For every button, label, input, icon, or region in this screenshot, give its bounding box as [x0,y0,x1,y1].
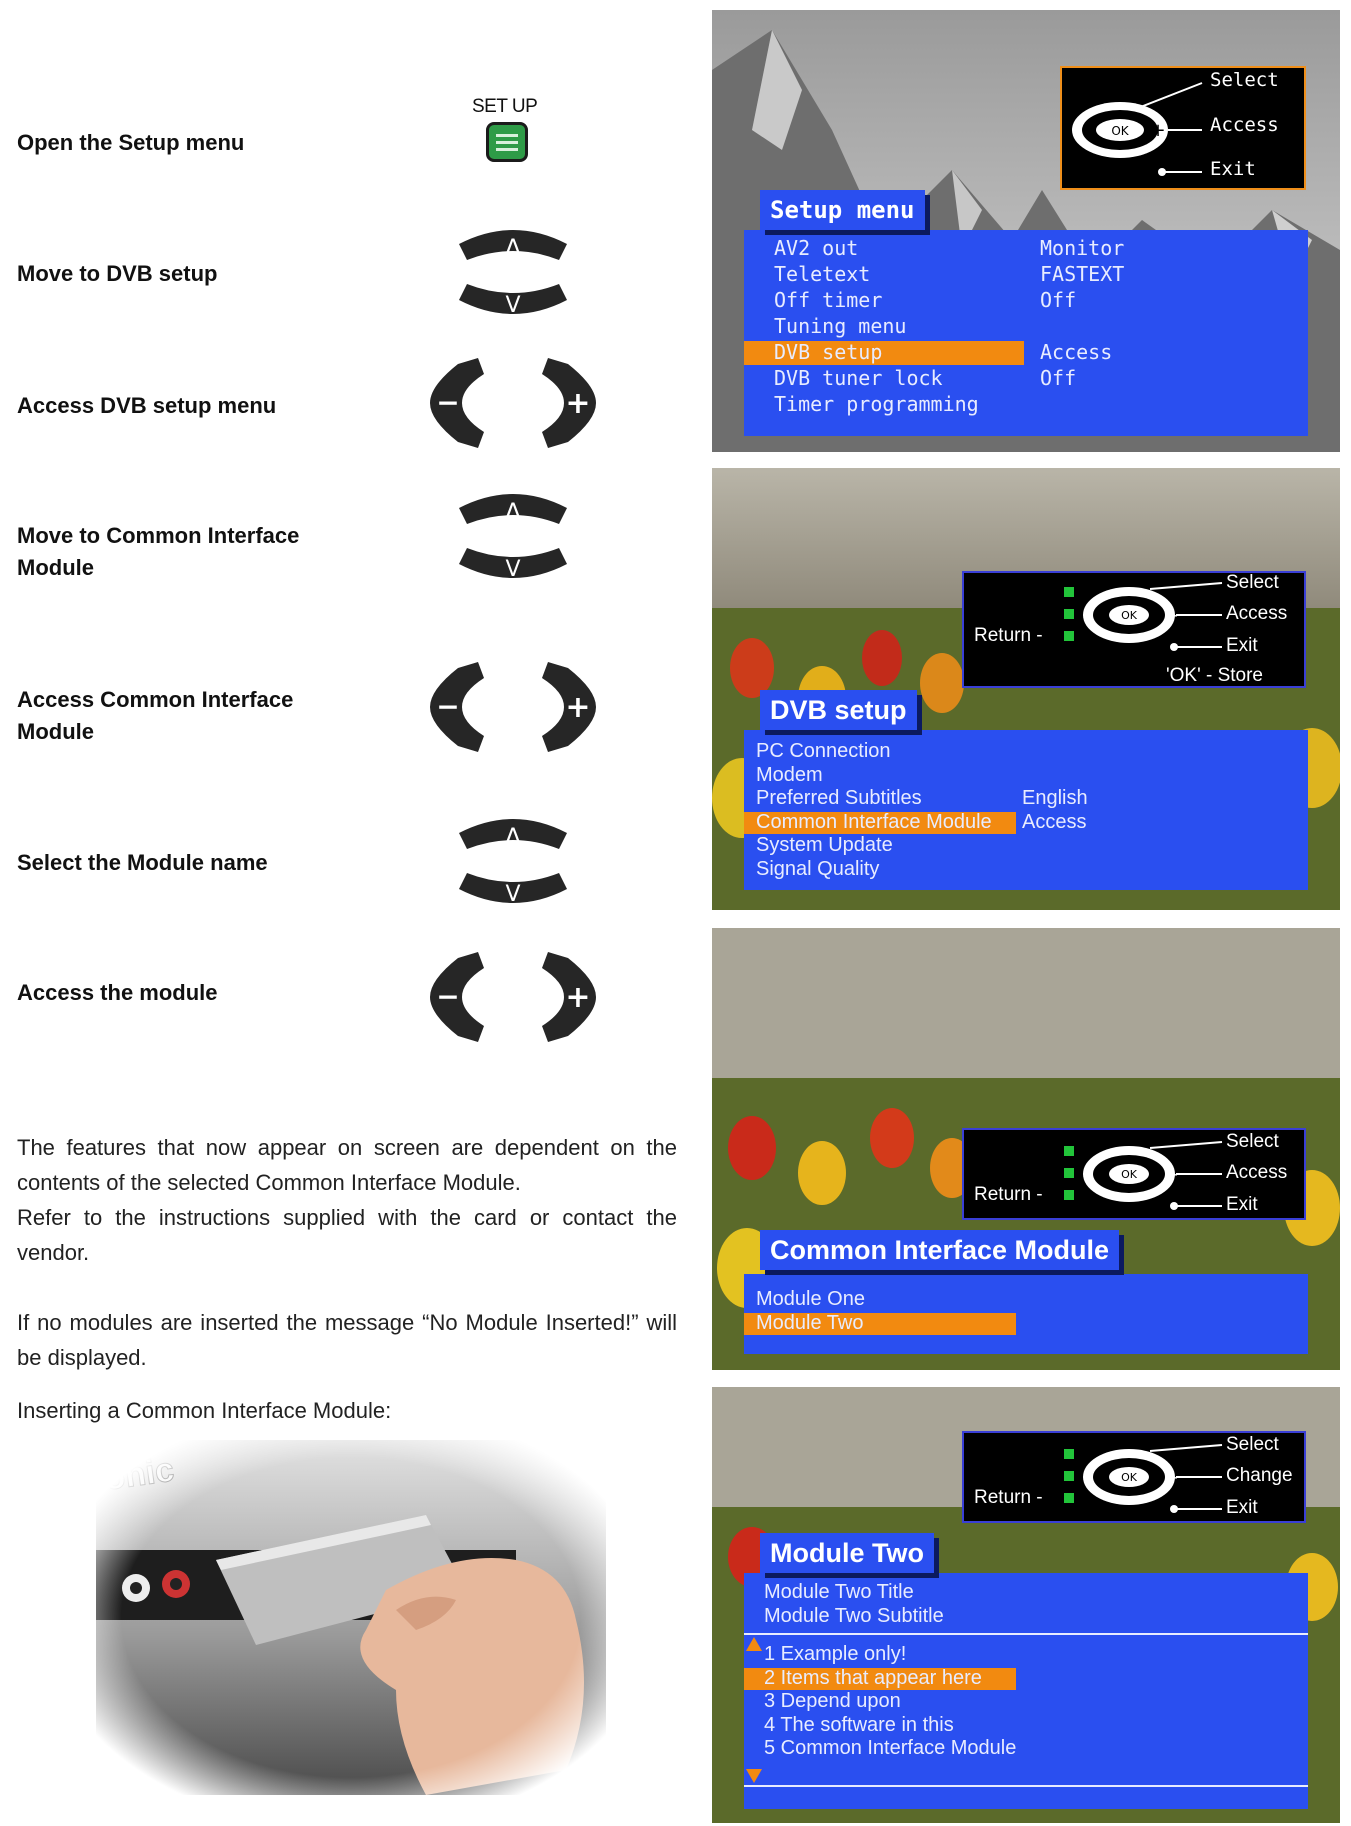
minus-plus-buttons[interactable] [428,950,598,1044]
plus-icon: + [565,386,591,421]
legend-return: Return - [974,1184,1043,1205]
step-access-ci: Access Common Interface Module [17,687,294,744]
menu-title: Module Two [760,1533,934,1573]
list-item[interactable]: 5 Common Interface Module [764,1737,1017,1759]
step-select-module: Select the Module name [17,850,268,875]
minus-plus-buttons[interactable] [428,660,598,754]
divider [744,1633,1308,1635]
plus-icon: + [1150,120,1166,141]
menu-row-selected[interactable]: Module Two [744,1312,1308,1336]
step-move-dvb: Move to DVB setup [17,261,218,286]
module-list [744,1274,1308,1354]
paragraph-no-module: If no modules are inserted the message “No Module Inserted!” will be displayed. [17,1310,677,1370]
tv-screen-setup-menu [712,10,1340,452]
menu-title: Common Interface Module [760,1230,1119,1270]
svg-text:OK: OK [1121,609,1137,622]
module-two-content [744,1573,1308,1809]
plus-icon: + [1165,1468,1179,1487]
legend-exit: Exit [1226,635,1258,656]
minus-icon: − [436,980,460,1013]
minus-icon: − [436,386,460,419]
legend-return: Return - [974,1487,1043,1508]
legend-store: 'OK' - Store [1166,665,1264,686]
step-access-dvb: Access DVB setup menu [17,393,277,418]
legend-access: Access [1226,1162,1288,1183]
svg-text:OK: OK [1121,1471,1137,1484]
menu-row[interactable]: Module One [756,1288,865,1310]
dvb-setup-list [744,730,1308,890]
paragraph-refer: Refer to the instructions supplied with the card or contact the vendor. [17,1205,677,1265]
remote-legend [962,1128,1306,1220]
legend-select: Select [1226,572,1279,593]
step-move-ci: Move to Common Interface Module [17,523,300,580]
minus-plus-buttons[interactable] [428,356,598,450]
svg-text:OK: OK [1121,1168,1137,1181]
list-item[interactable]: 4 The software in this [764,1714,954,1736]
minus-icon: − [436,690,460,723]
scroll-down-icon[interactable] [746,1769,762,1783]
up-down-buttons[interactable] [455,222,571,322]
down-arrow-icon: V [505,293,521,318]
list-item[interactable]: 1 Example only! [764,1643,907,1665]
list-item-selected[interactable]: 2 Items that appear here [744,1667,1308,1691]
divider [744,1785,1308,1787]
menu-row-selected[interactable]: Common Interface Module Access [744,811,1308,835]
plus-icon: + [1165,606,1179,625]
up-arrow-icon: Λ [504,823,522,851]
legend-exit: Exit [1210,158,1256,180]
menu-row[interactable]: Off timer Off [774,288,1077,312]
menu-row[interactable]: Tuning menu [774,314,907,338]
legend-select: Select [1226,1131,1279,1152]
menu-row[interactable]: AV2 out Monitor [774,236,1125,260]
legend-exit: Exit [1226,1497,1258,1518]
svg-text:OK: OK [1111,124,1129,138]
module-header-subtitle: Module Two Subtitle [764,1605,944,1627]
remote-legend [962,1431,1306,1523]
paragraph-inserting: Inserting a Common Interface Module: [17,1398,392,1423]
menu-row[interactable]: Signal Quality [756,858,880,880]
legend-return: Return - [974,625,1043,646]
up-down-buttons[interactable] [455,486,571,586]
legend-select: Select [1210,69,1279,91]
plus-icon: + [565,980,591,1015]
legend-change: Change [1226,1465,1293,1486]
menu-row-selected[interactable]: DVB setup Access [744,340,1308,366]
insert-module-photo [96,1440,606,1795]
menu-row[interactable]: Timer programming [774,392,979,416]
menu-row[interactable]: System Update [756,834,893,856]
menu-title: DVB setup [760,690,917,730]
up-down-buttons[interactable] [455,811,571,911]
tv-screen-dvb-setup [712,468,1340,910]
menu-row[interactable]: Preferred Subtitles English [756,787,1088,809]
menu-row[interactable]: Teletext FASTEXT [774,262,1125,286]
plus-icon: + [1165,1165,1179,1184]
step-access-module: Access the module [17,980,218,1005]
module-header-title: Module Two Title [764,1581,914,1603]
setup-menu-list [744,230,1308,436]
setup-button-caption: SET UP [472,96,538,117]
tv-screen-common-interface [712,928,1340,1370]
paragraph-features: The features that now appear on screen are dependent on the contents of the selected Common Interface Module. [17,1135,677,1195]
legend-access: Access [1210,114,1279,136]
menu-row[interactable]: Modem [756,764,823,786]
plus-icon: + [565,690,591,725]
menu-row[interactable]: PC Connection [756,740,891,762]
up-arrow-icon: Λ [504,234,522,262]
list-item[interactable]: 3 Depend upon [764,1690,901,1712]
legend-exit: Exit [1226,1194,1258,1215]
remote-legend [1060,66,1306,190]
menu-row[interactable]: DVB tuner lock Off [774,366,1077,390]
down-arrow-icon: V [505,557,521,582]
step-open-setup: Open the Setup menu [17,130,245,155]
legend-access: Access [1226,603,1288,624]
legend-select: Select [1226,1434,1279,1455]
remote-legend [962,571,1306,688]
setup-button[interactable] [486,122,528,162]
menu-title: Setup menu [760,190,925,230]
up-arrow-icon: Λ [504,498,522,526]
tv-screen-module-two [712,1387,1340,1823]
down-arrow-icon: V [505,882,521,907]
